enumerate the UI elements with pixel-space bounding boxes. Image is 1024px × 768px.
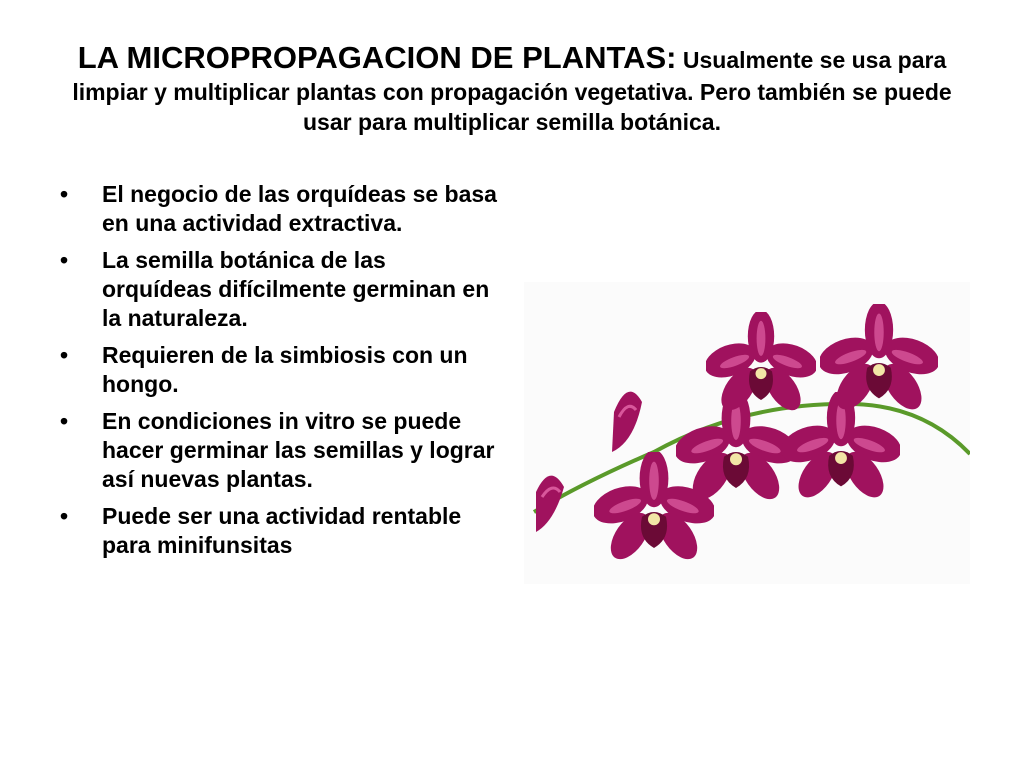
orchid-photo: [524, 282, 970, 584]
bullet-text: La semilla botánica de las orquídeas difícilmente germinan en la naturaleza.: [102, 247, 490, 331]
bullet-text: Requieren de la simbiosis con un hongo.: [102, 342, 468, 397]
bullet-item: [60, 502, 500, 560]
bullet-dot: •: [60, 503, 69, 529]
bullet-text: El negocio de las orquídeas se basa en una actividad extractiva.: [102, 181, 497, 236]
slide-title: [60, 38, 964, 138]
orchid-flower: [700, 310, 822, 417]
title-main: LA MICROPROPAGACION DE PLANTAS:: [77, 40, 677, 75]
bullet-dot: •: [60, 247, 69, 273]
bullet-dot: •: [60, 181, 69, 207]
bullet-dot: •: [60, 342, 69, 368]
bullet-list: [60, 180, 500, 568]
orchid-bud: [536, 476, 564, 532]
bullet-item: [60, 341, 500, 399]
bullet-text: En condiciones in vitro se puede hacer germinar las semillas y lograr así nuevas plantas.: [102, 408, 495, 492]
title-sub: Usualmente se usa para limpiar y multiplicar plantas con propagación vegetativa. Pero también se puede usar para multiplicar semilla botánica.: [72, 47, 952, 136]
bullet-item: [60, 246, 500, 333]
bullet-dot: •: [60, 408, 69, 434]
orchid-illustration: [524, 282, 970, 584]
orchid-bud: [612, 392, 642, 452]
orchid-flower: [588, 450, 721, 566]
bullet-text: Puede ser una actividad rentable para minifunsitas: [102, 503, 462, 558]
bullet-item: [60, 407, 500, 494]
bullet-item: [60, 180, 500, 238]
